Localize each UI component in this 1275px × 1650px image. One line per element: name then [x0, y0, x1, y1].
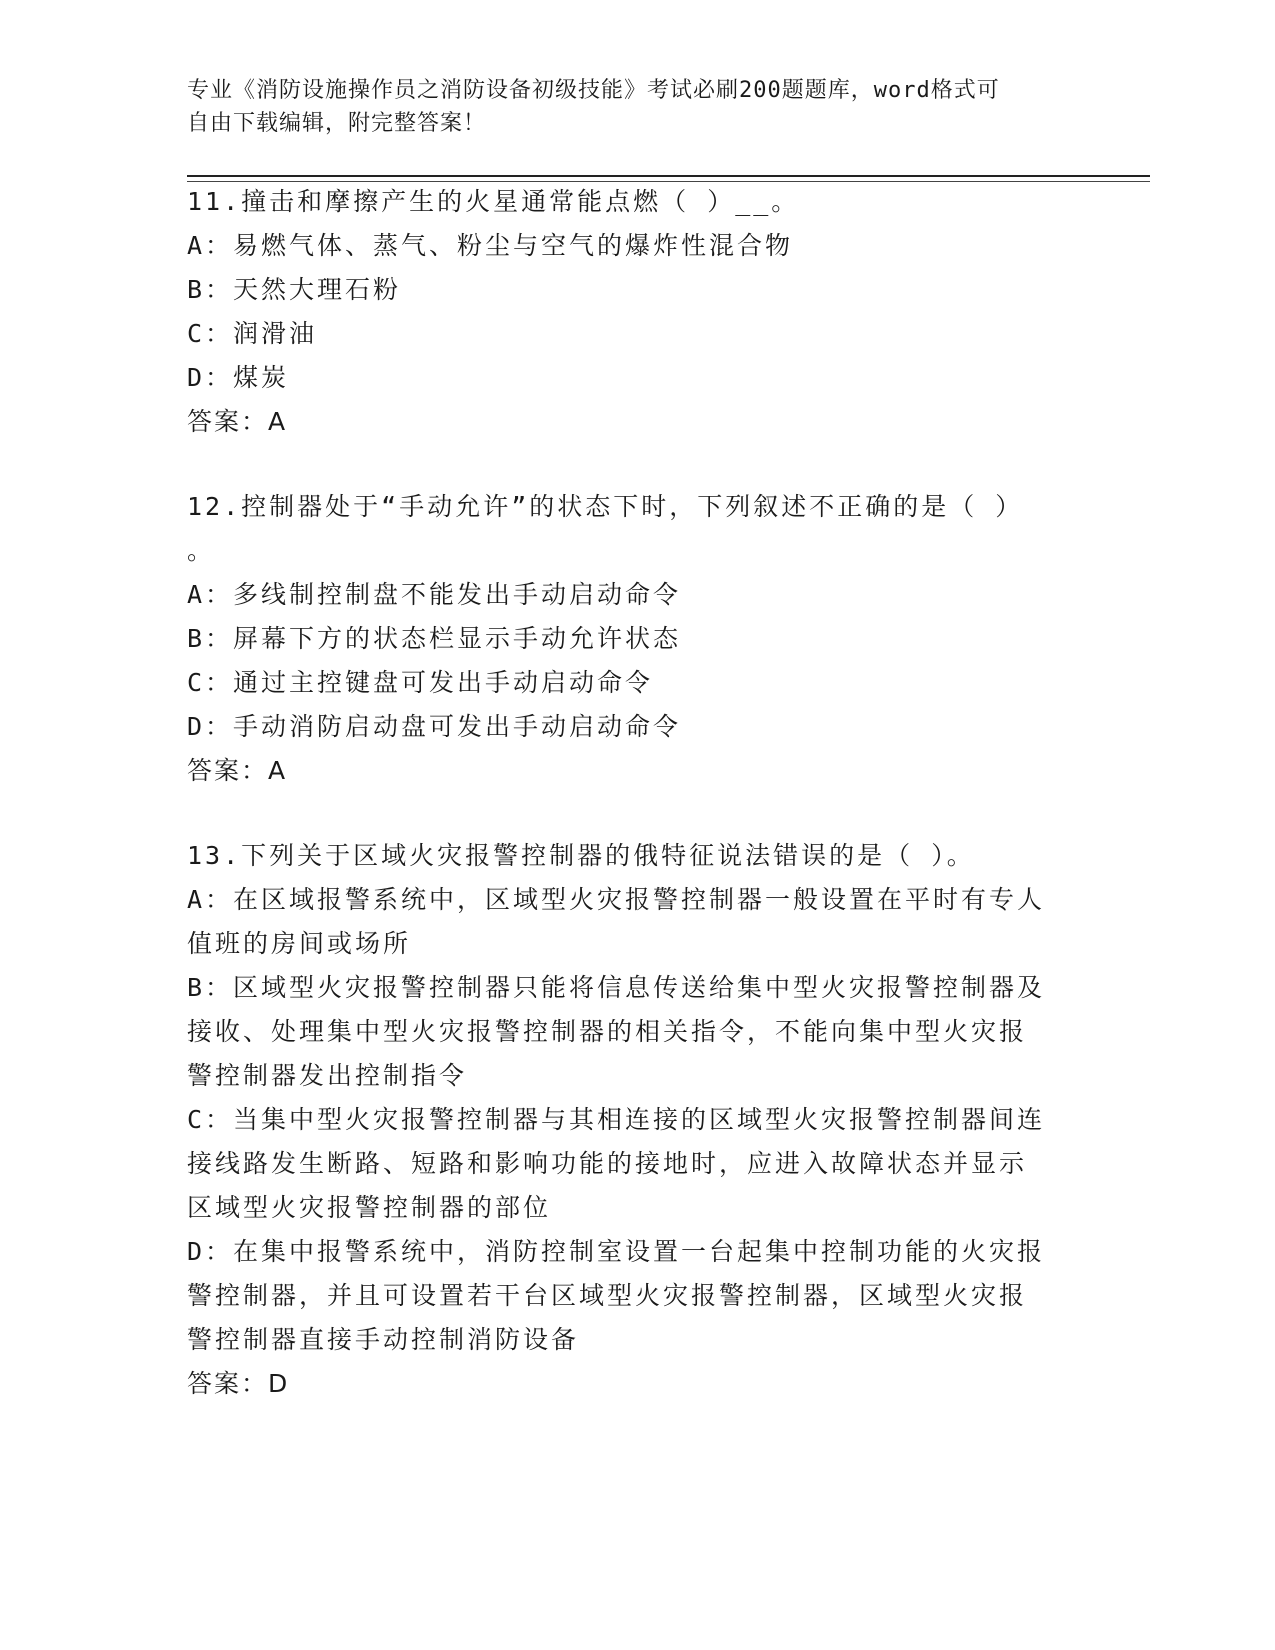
question-13-option-d-cont-2: 警控制器直接手动控制消防设备: [187, 1325, 580, 1354]
question-12-stem-cont: 。: [187, 536, 216, 565]
question-13-option-a-cont: 值班的房间或场所: [187, 929, 412, 958]
question-13-option-d-cont-1: 警控制器，并且可设置若干台区域型火灾报警控制器，区域型火灾报: [187, 1281, 1028, 1310]
header-line-2: 自由下载编辑，附完整答案！: [187, 111, 487, 136]
header-rule-thick: [187, 175, 1150, 177]
question-11-option-c: C：润滑油: [187, 319, 318, 348]
question-12-option-c: C：通过主控键盘可发出手动启动命令: [187, 668, 654, 697]
document-header: [187, 74, 1067, 140]
question-11-option-b: B：天然大理石粉: [187, 275, 402, 304]
question-13-option-a: A：在区域报警系统中，区域型火灾报警控制器一般设置在平时有专人: [187, 885, 1046, 914]
question-11-option-a: A：易燃气体、蒸气、粉尘与空气的爆炸性混合物: [187, 231, 794, 260]
question-12-answer: 答案：A: [187, 756, 288, 785]
header-rule-thin: [187, 181, 1150, 182]
question-12-option-a: A：多线制控制盘不能发出手动启动命令: [187, 580, 682, 609]
question-11-answer: 答案：A: [187, 407, 288, 436]
question-13-option-c: C：当集中型火灾报警控制器与其相连接的区域型火灾报警控制器间连: [187, 1105, 1046, 1134]
header-line-1: 专业《消防设施操作员之消防设备初级技能》考试必刷200题题库，word格式可: [187, 78, 1000, 103]
question-11-option-d: D：煤炭: [187, 363, 290, 392]
question-13-option-c-cont-1: 接线路发生断路、短路和影响功能的接地时，应进入故障状态并显示: [187, 1149, 1028, 1178]
question-13-option-b-cont-2: 警控制器发出控制指令: [187, 1061, 468, 1090]
question-12-option-d: D：手动消防启动盘可发出手动启动命令: [187, 712, 682, 741]
question-13-stem: 13.下列关于区域火灾报警控制器的俄特征说法错误的是（ ）。: [187, 841, 975, 870]
question-13-answer: 答案：D: [187, 1369, 290, 1398]
question-13-option-c-cont-2: 区域型火灾报警控制器的部位: [187, 1193, 552, 1222]
question-13-option-b: B：区域型火灾报警控制器只能将信息传送给集中型火灾报警控制器及: [187, 973, 1046, 1002]
question-11-stem: 11.撞击和摩擦产生的火星通常能点燃（ ）__。: [187, 187, 800, 216]
question-12-option-b: B：屏幕下方的状态栏显示手动允许状态: [187, 624, 682, 653]
question-12-stem: 12.控制器处于“手动允许”的状态下时，下列叙述不正确的是（ ）: [187, 492, 1024, 521]
question-13-option-d: D：在集中报警系统中，消防控制室设置一台起集中控制功能的火灾报: [187, 1237, 1046, 1266]
question-13-option-b-cont-1: 接收、处理集中型火灾报警控制器的相关指令，不能向集中型火灾报: [187, 1017, 1028, 1046]
